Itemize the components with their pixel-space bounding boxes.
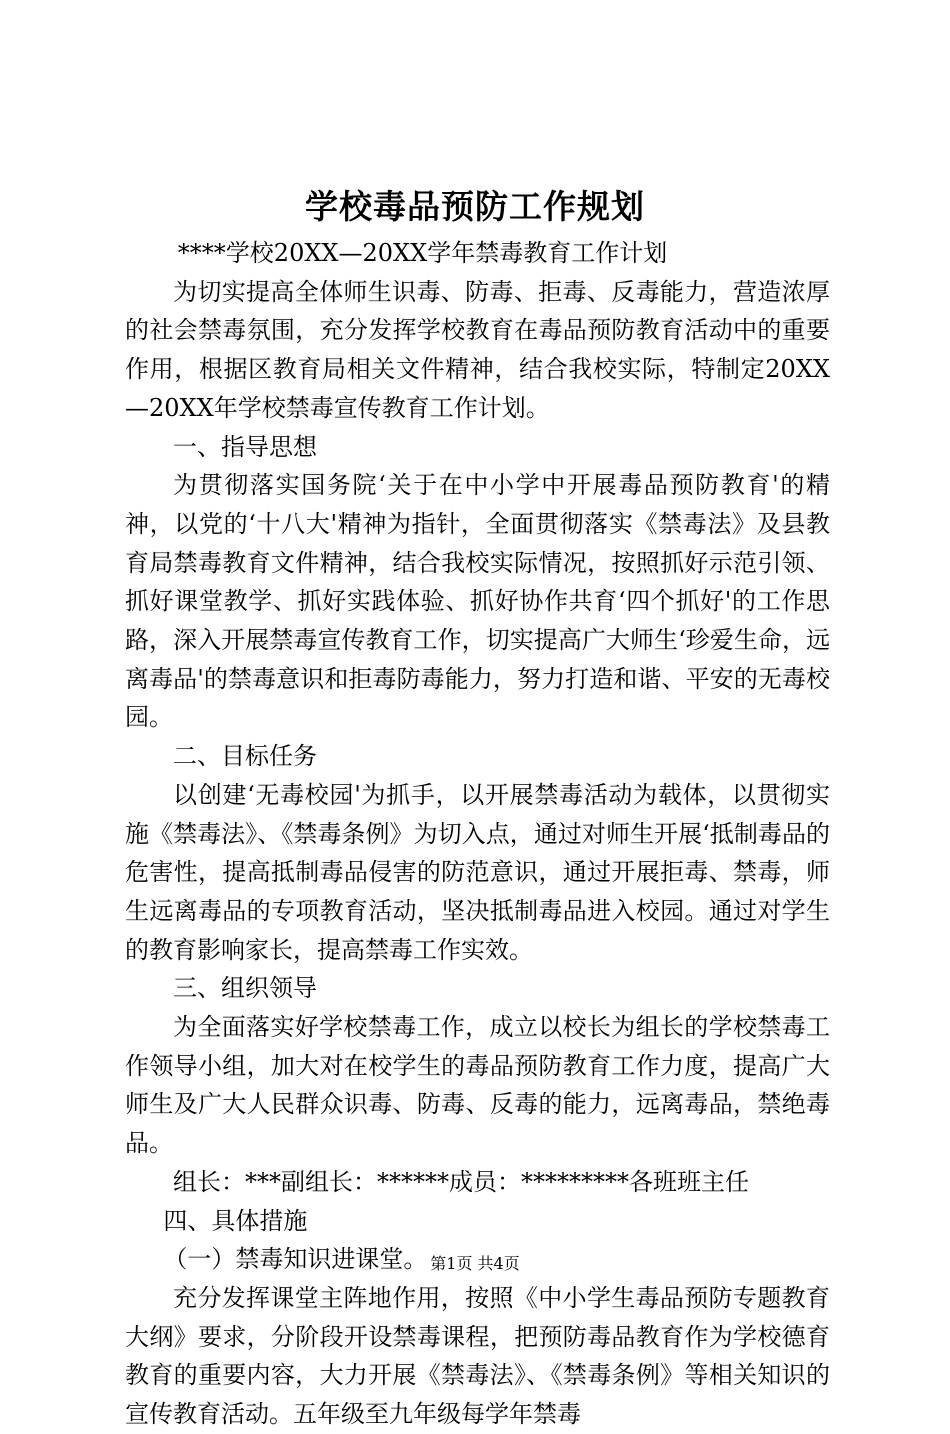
page-footer: 第1页 共4页 (430, 1254, 520, 1273)
section-heading-guiding-thought: 一、指导思想 (173, 432, 317, 461)
section-heading-goals: 二、目标任务 (173, 742, 317, 771)
goals-paragraph: 以创建‘无毒校园'为抓手，以开展禁毒活动为载体，以贯彻实施《禁毒法》、《禁毒条例》为切入点，通过对师生开展‘抵制毒品的危害性，提高抵制毒品侵害的防范意识，通过开展拒毒、禁毒，师生远离毒品的专项教育活动，坚决抵制毒品进入校园。通过对学生的教育影响家长，提高禁毒工作实效。 (125, 780, 830, 964)
leadership-members: 组长：***副组长：******成员：*********各班班主任 (173, 1167, 749, 1196)
document-title: 学校毒品预防工作规划 (305, 187, 645, 226)
plan-subtitle: ****学校20XX—20XX学年禁毒教育工作计划 (177, 239, 668, 267)
measure-heading-classroom: （一）禁毒知识进课堂。 (163, 1245, 428, 1274)
section-heading-organization: 三、组织领导 (173, 974, 317, 1003)
guiding-thought-paragraph: 为贯彻落实国务院‘关于在中小学中开展毒品预防教育'的精神，以党的‘十八大'精神为指针，全面贯彻落实《禁毒法》及县教育局禁毒教育文件精神，结合我校实际情况，按照抓好示范引领、抓好课堂教学、抓好实践体验、抓好协作共育‘四个抓好'的工作思路，深入开展禁毒宣传教育工作，切实提高广大师生‘珍爱生命，远离毒品'的禁毒意识和拒毒防毒能力，努力打造和谐、平安的无毒校园。 (125, 471, 830, 732)
organization-paragraph: 为全面落实好学校禁毒工作，成立以校长为组长的学校禁毒工作领导小组，加大对在校学生的毒品预防教育工作力度，提高广大师生及广大人民群众识毒、防毒、反毒的能力，远离毒品，禁绝毒品。 (125, 1013, 830, 1158)
intro-paragraph: 为切实提高全体师生识毒、防毒、拒毒、反毒能力，营造浓厚的社会禁毒氛围，充分发挥学校教育在毒品预防教育活动中的重要作用，根据区教育局相关文件精神，结合我校实际，特制定20XX—20XX年学校禁毒宣传教育工作计划。 (125, 277, 830, 422)
measure-classroom-paragraph: 充分发挥课堂主阵地作用，按照《中小学生毒品预防专题教育大纲》要求，分阶段开设禁毒课程，把预防毒品教育作为学校德育教育的重要内容，大力开展《禁毒法》、《禁毒条例》等相关知识的宣传教育活动。五年级至九年级每学年禁毒 (125, 1283, 830, 1429)
section-heading-measures: 四、具体措施 (163, 1206, 308, 1235)
